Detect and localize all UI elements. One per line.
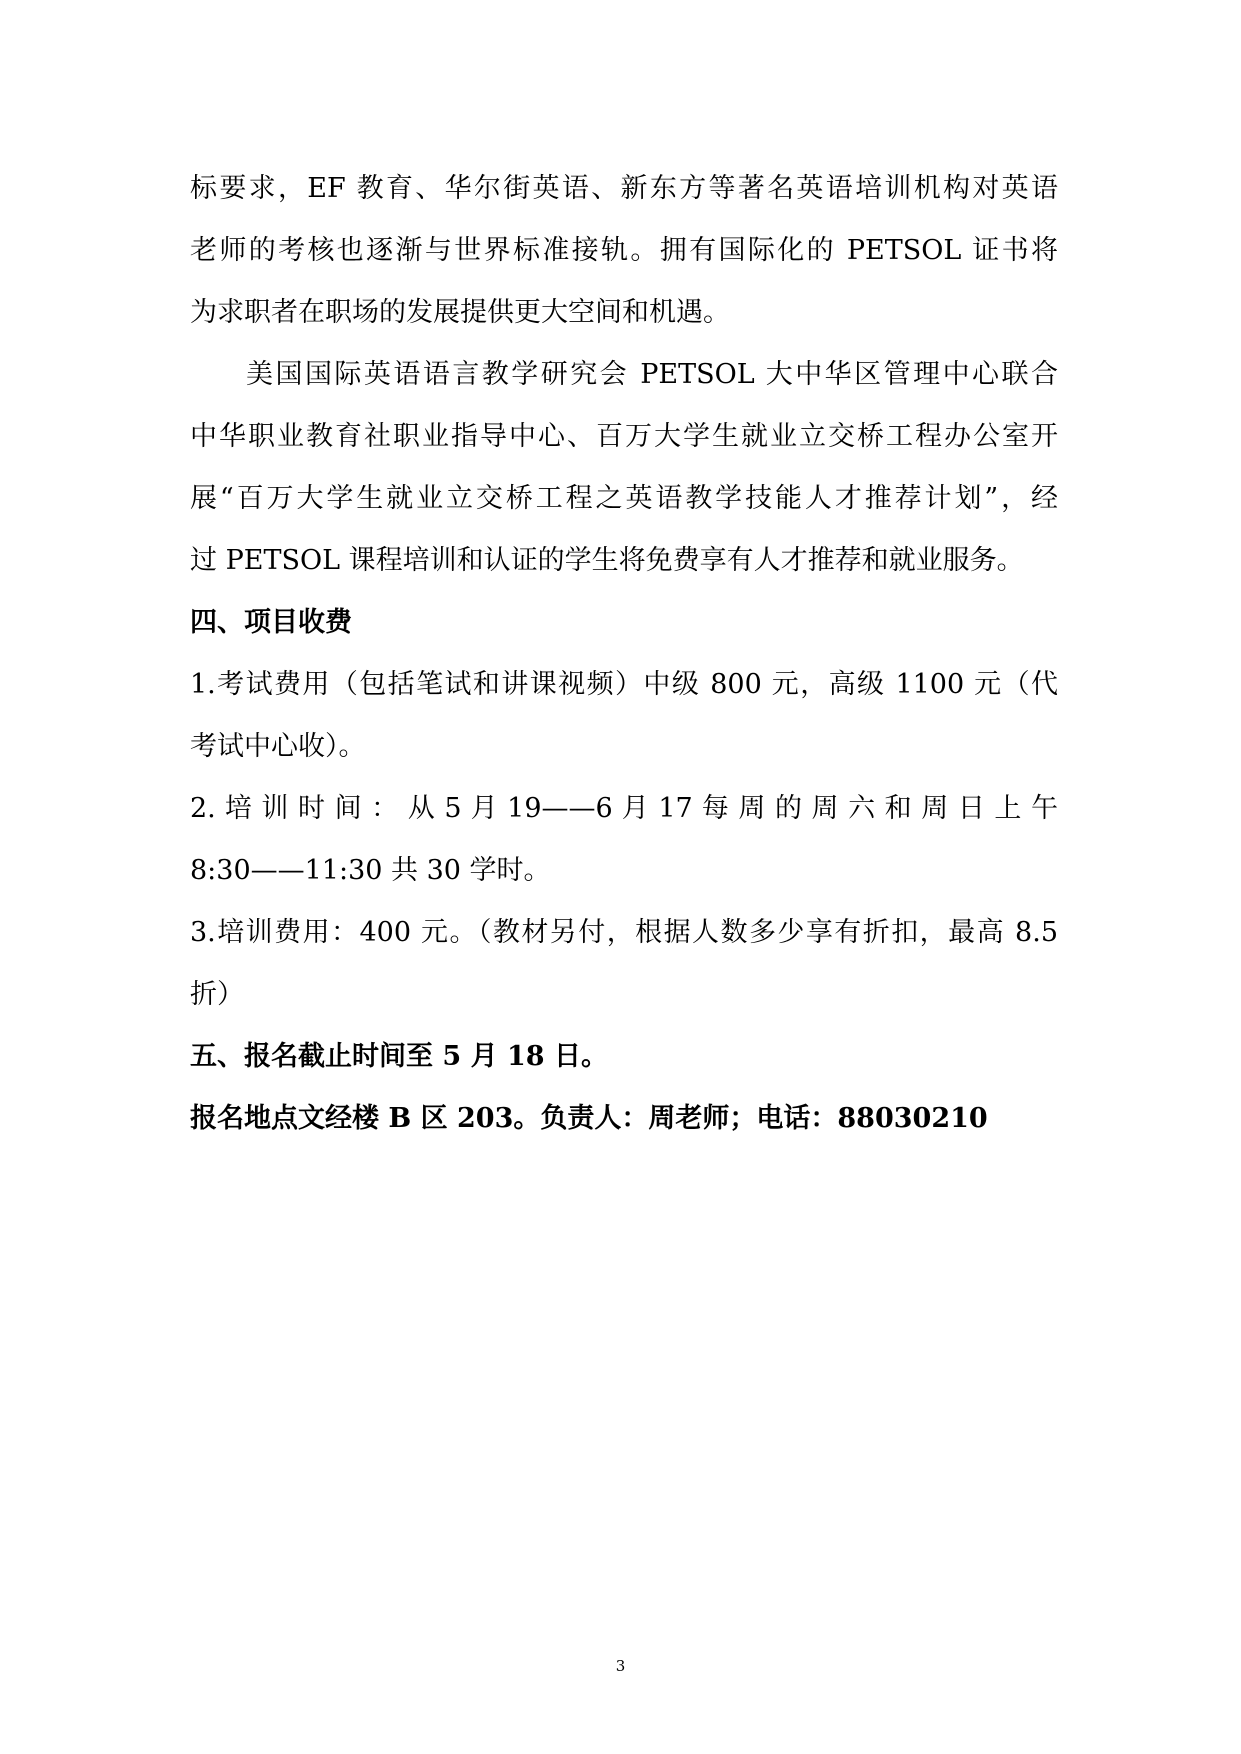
- text-line: 老师的考核也逐渐与世界标准接轨。拥有国际化的 PETSOL 证书将: [190, 235, 1058, 266]
- section-heading-fees: 四、项目收费: [190, 607, 352, 638]
- section-heading-deadline: 五、报名截止时间至 5 月 18 日。: [190, 1041, 608, 1072]
- page-number: 3: [615, 1657, 626, 1675]
- text-line: 折）: [190, 979, 244, 1010]
- paragraph-intro-continued: [190, 158, 1058, 344]
- text-line: 美国国际英语语言教学研究会 PETSOL 大中华区管理中心联合: [246, 359, 1058, 390]
- fee-item-training-cost: [190, 902, 1058, 1026]
- text-line: 2. 培 训 时 间 ： 从 5 月 19——6 月 17 每 周 的 周 六 和 周 日 上 午: [190, 793, 1058, 824]
- text-line: 中华职业教育社职业指导中心、百万大学生就业立交桥工程办公室开: [190, 421, 1058, 452]
- text-line: 考试中心收）。: [190, 731, 366, 762]
- paragraph-petsol-program: [190, 344, 1058, 592]
- page-content: [190, 158, 1058, 1150]
- fee-item-exam: [190, 654, 1058, 778]
- registration-contact: 报名地点文经楼 B 区 203。负责人：周老师；电话：88030210: [190, 1103, 988, 1134]
- text-line: 过 PETSOL 课程培训和认证的学生将免费享有人才推荐和就业服务。: [190, 545, 1024, 576]
- text-line: 展“百万大学生就业立交桥工程之英语教学技能人才推荐计划”，经: [190, 483, 1058, 514]
- text-line: 标要求，EF 教育、华尔街英语、新东方等著名英语培训机构对英语: [190, 173, 1058, 204]
- text-line: 8:30——11:30 共 30 学时。: [190, 855, 551, 886]
- fee-item-training-time: [190, 778, 1058, 902]
- text-line: 3.培训费用：400 元。（教材另付，根据人数多少享有折扣，最高 8.5: [190, 917, 1058, 948]
- text-line: 为求职者在职场的发展提供更大空间和机遇。: [190, 297, 730, 328]
- text-line: 1.考试费用（包括笔试和讲课视频）中级 800 元，高级 1100 元（代: [190, 669, 1058, 700]
